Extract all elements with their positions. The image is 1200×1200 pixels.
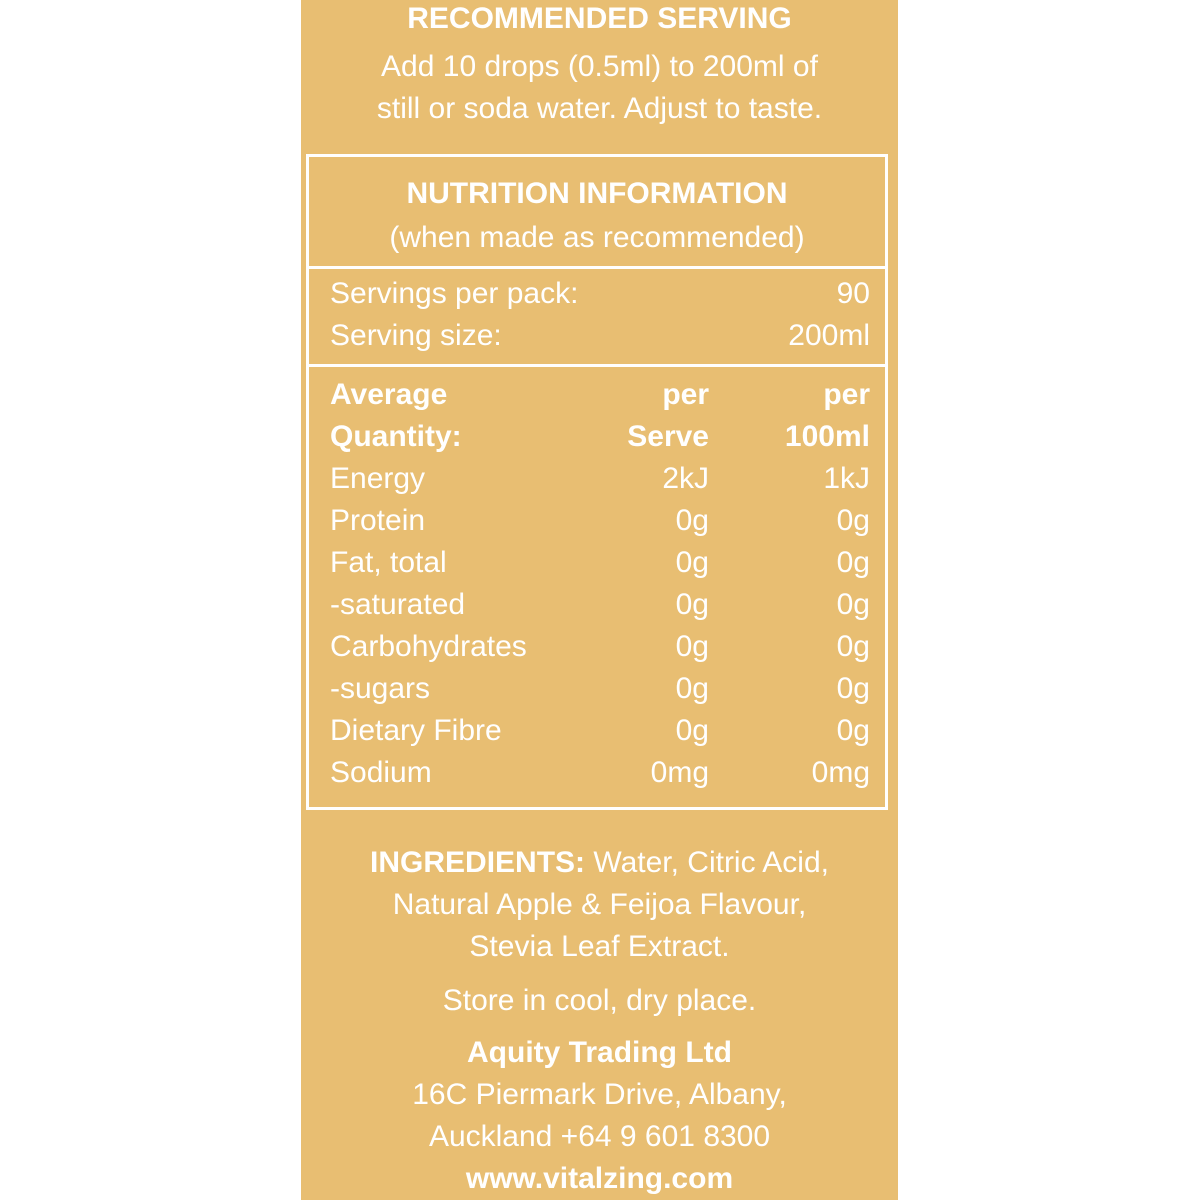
company-name: Aquity Trading Ltd	[467, 1036, 732, 1069]
nutrient-per-100ml: 0g	[836, 630, 870, 663]
table-row	[330, 626, 870, 668]
header-quantity: Quantity:	[330, 420, 462, 453]
nutrient-name: Energy	[330, 462, 426, 495]
nutrition-header	[309, 157, 885, 269]
nutrient-per-serve: 0g	[675, 714, 709, 747]
nutrition-subtitle: (when made as recommended)	[389, 221, 805, 254]
table-row	[330, 752, 870, 794]
nutrient-per-serve: 0g	[675, 588, 709, 621]
product-label	[301, 0, 898, 1200]
ingredients-line-1	[301, 842, 898, 884]
servings-per-pack-value: 90	[836, 277, 870, 310]
table-row	[330, 458, 870, 500]
table-row	[330, 500, 870, 542]
nutrition-panel	[306, 154, 888, 810]
storage-instructions: Store in cool, dry place.	[442, 984, 757, 1017]
table-row	[330, 710, 870, 752]
nutrient-per-100ml: 0mg	[811, 756, 870, 789]
recommended-serving-title: RECOMMENDED SERVING	[407, 2, 792, 35]
nutrient-per-100ml: 1kJ	[823, 462, 870, 495]
company-info	[301, 1032, 898, 1200]
header-per-serve-1: per	[662, 378, 709, 411]
ingredients-line-3: Stevia Leaf Extract.	[469, 930, 730, 963]
table-header-row-2	[330, 416, 870, 458]
servings-section	[309, 266, 885, 367]
servings-per-pack-label: Servings per pack:	[330, 277, 579, 310]
recommended-line-1: Add 10 drops (0.5ml) to 200ml of	[381, 50, 818, 83]
nutrient-name: -saturated	[330, 588, 466, 621]
nutrient-per-100ml: 0g	[836, 546, 870, 579]
nutrient-per-serve: 0g	[675, 546, 709, 579]
ingredients-section	[301, 842, 898, 968]
nutrient-per-serve: 0g	[675, 504, 709, 537]
nutrient-name: Carbohydrates	[330, 630, 527, 663]
nutrition-title: NUTRITION INFORMATION	[406, 177, 788, 210]
nutrient-name: Fat, total	[330, 546, 447, 579]
nutrient-per-100ml: 0g	[836, 588, 870, 621]
header-per-100ml-1: per	[823, 378, 870, 411]
serving-size-row	[330, 315, 870, 357]
nutrient-per-serve: 0g	[675, 630, 709, 663]
header-per-100ml-2: 100ml	[784, 420, 870, 453]
company-address-2: Auckland +64 9 601 8300	[428, 1120, 771, 1153]
header-per-serve-2: Serve	[627, 420, 709, 453]
nutrient-per-100ml: 0g	[836, 714, 870, 747]
ingredients-text-1: Water, Citric Acid,	[585, 846, 829, 879]
serving-size-label: Serving size:	[330, 319, 502, 352]
nutrient-name: Dietary Fibre	[330, 714, 502, 747]
header-average: Average	[330, 378, 448, 411]
table-row	[330, 584, 870, 626]
nutrient-name: -sugars	[330, 672, 431, 705]
recommended-serving-text	[301, 46, 898, 130]
nutrient-per-serve: 0mg	[650, 756, 709, 789]
nutrient-per-100ml: 0g	[836, 672, 870, 705]
ingredients-label: INGREDIENTS:	[370, 846, 586, 879]
nutrient-per-100ml: 0g	[836, 504, 870, 537]
nutrient-per-serve: 0g	[675, 672, 709, 705]
serving-size-value: 200ml	[788, 319, 870, 352]
servings-per-pack-row	[330, 273, 870, 315]
nutrient-name: Sodium	[330, 756, 432, 789]
table-row	[330, 542, 870, 584]
table-header-row-1	[330, 374, 870, 416]
ingredients-line-2: Natural Apple & Feijoa Flavour,	[392, 888, 807, 921]
nutrient-per-serve: 2kJ	[662, 462, 709, 495]
nutrient-name: Protein	[330, 504, 426, 537]
company-website: www.vitalzing.com	[465, 1162, 734, 1195]
table-row	[330, 668, 870, 710]
recommended-line-2: still or soda water. Adjust to taste.	[376, 92, 823, 125]
company-address-1: 16C Piermark Drive, Albany,	[412, 1078, 787, 1111]
